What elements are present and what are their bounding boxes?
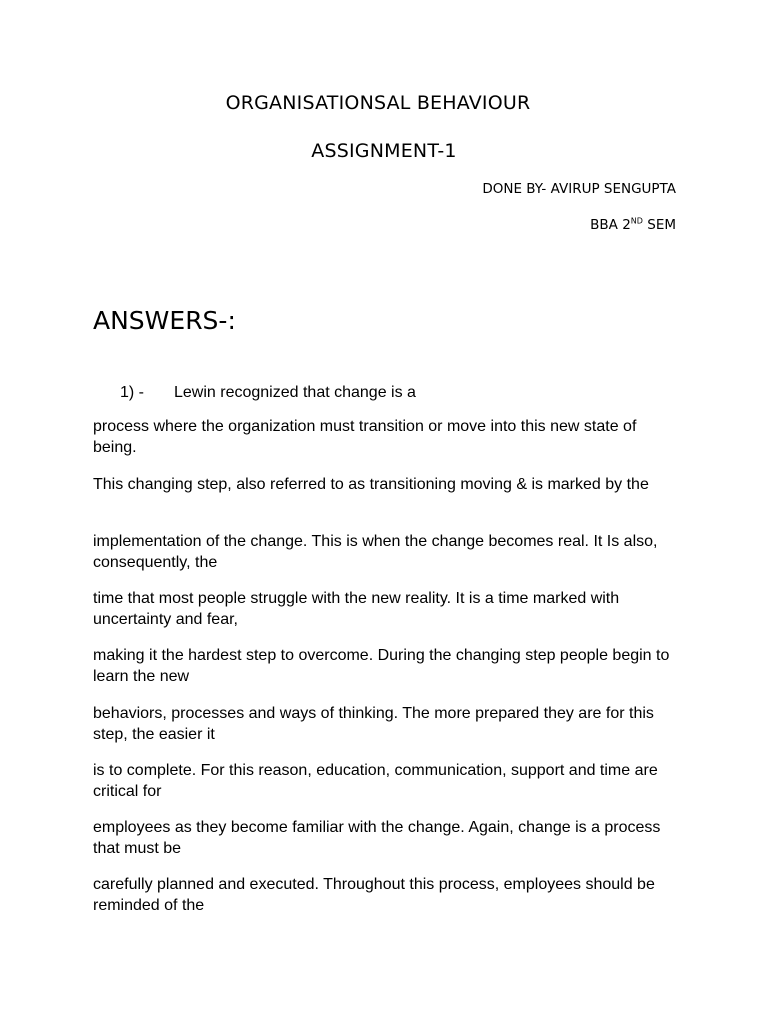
paragraph: employees as they become familiar with the change. Again, change is a process that must be [93,819,661,857]
list-item-number: 1) - [120,384,144,401]
course-suffix: SEM [642,217,676,233]
paragraph: This changing step, also referred to as transitioning moving & is marked by the [93,476,649,493]
course-superscript: ND [630,216,643,226]
paragraph: making it the hardest step to overcome. During the changing step people begin to learn the new [93,647,670,685]
answers-heading: ANSWERS-: [93,306,236,335]
list-item-text: Lewin recognized that change is a [174,384,416,401]
document-title: ORGANISATIONSAL BEHAVIOUR [225,92,531,114]
paragraph: is to complete. For this reason, education, communication, support and time are critical for [93,762,658,800]
first-answer-item [120,382,416,403]
paragraph: carefully planned and executed. Throughout this process, employees should be reminded of the [93,876,655,914]
paragraph: implementation of the change. This is when the change becomes real. It Is also, consequently, the [93,533,658,571]
assignment-title: ASSIGNMENT-1 [311,140,457,162]
paragraph: process where the organization must transition or move into this new state of being. [93,418,637,456]
course-line [590,217,676,233]
author-line: DONE BY- AVIRUP SENGUPTA [482,181,676,197]
paragraph: behaviors, processes and ways of thinking. The more prepared they are for this step, the easier it [93,705,654,743]
paragraph: time that most people struggle with the new reality. It is a time marked with uncertainty and fear, [93,590,620,628]
course-prefix: BBA 2 [590,217,631,233]
